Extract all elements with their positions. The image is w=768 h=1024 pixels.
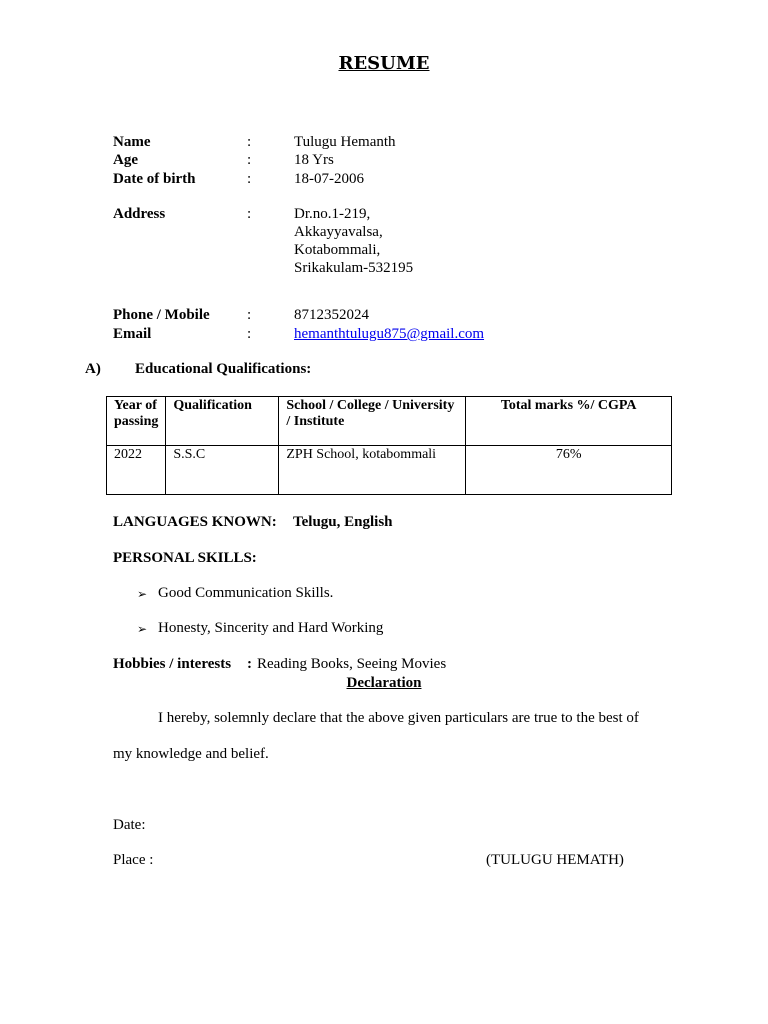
address-line-2: Akkayyavalsa,: [294, 224, 383, 240]
address-colon: :: [247, 206, 252, 222]
age-label: Age: [113, 152, 138, 168]
email-link[interactable]: hemanthtulugu875@gmail.com: [294, 326, 485, 342]
address-line-4: Srikakulam-532195: [294, 260, 414, 276]
arrow-bullet-icon: ➢: [137, 622, 148, 636]
declaration-line-2: my knowledge and belief.: [113, 746, 269, 762]
education-table: [106, 396, 672, 495]
cell-school: ZPH School, kotabommali: [279, 446, 466, 495]
skill-item-1: Good Communication Skills.: [158, 585, 334, 601]
phone-value: 8712352024: [294, 307, 369, 323]
email-colon: :: [247, 326, 252, 342]
header-year: Year of passing: [107, 397, 166, 446]
education-section-letter: A): [85, 361, 101, 377]
dob-label: Date of birth: [113, 171, 196, 187]
address-line-3: Kotabommali,: [294, 242, 381, 258]
dob-value: 18-07-2006: [294, 171, 364, 187]
age-colon: :: [247, 152, 252, 168]
languages-label: LANGUAGES KNOWN:: [113, 514, 277, 530]
hobbies-colon: :: [247, 656, 252, 672]
skill-item-2: Honesty, Sincerity and Hard Working: [158, 620, 384, 636]
name-value: Tulugu Hemanth: [294, 134, 396, 150]
name-label: Name: [113, 134, 151, 150]
signature-name: (TULUGU HEMATH): [486, 852, 624, 868]
header-qualification: Qualification: [166, 397, 279, 446]
address-line-1: Dr.no.1-219,: [294, 206, 371, 222]
education-header-row: [107, 397, 672, 446]
hobbies-label: Hobbies / interests: [113, 656, 232, 672]
table-row: [107, 446, 672, 495]
name-colon: :: [247, 134, 252, 150]
cell-marks: 76%: [466, 446, 672, 495]
declaration-line-1: I hereby, solemnly declare that the above given particulars are true to the best of: [158, 710, 639, 726]
age-value: 18 Yrs: [294, 152, 334, 168]
place-label: Place :: [113, 852, 154, 868]
dob-colon: :: [247, 171, 252, 187]
cell-year: 2022: [107, 446, 166, 495]
header-marks: Total marks %/ CGPA: [466, 397, 672, 446]
arrow-bullet-icon: ➢: [137, 587, 148, 601]
education-heading: Educational Qualifications:: [135, 361, 312, 377]
header-school: School / College / University / Institute: [279, 397, 466, 446]
hobbies-value: Reading Books, Seeing Movies: [257, 656, 447, 672]
date-label: Date:: [113, 817, 146, 833]
cell-qualification: S.S.C: [166, 446, 279, 495]
phone-label: Phone / Mobile: [113, 307, 210, 323]
phone-colon: :: [247, 307, 252, 323]
declaration-heading: Declaration: [346, 675, 422, 691]
email-label: Email: [113, 326, 152, 342]
skills-heading: PERSONAL SKILLS:: [113, 550, 257, 566]
languages-value: Telugu, English: [293, 514, 393, 530]
page-title: RESUME: [338, 53, 430, 74]
address-label: Address: [113, 206, 166, 222]
